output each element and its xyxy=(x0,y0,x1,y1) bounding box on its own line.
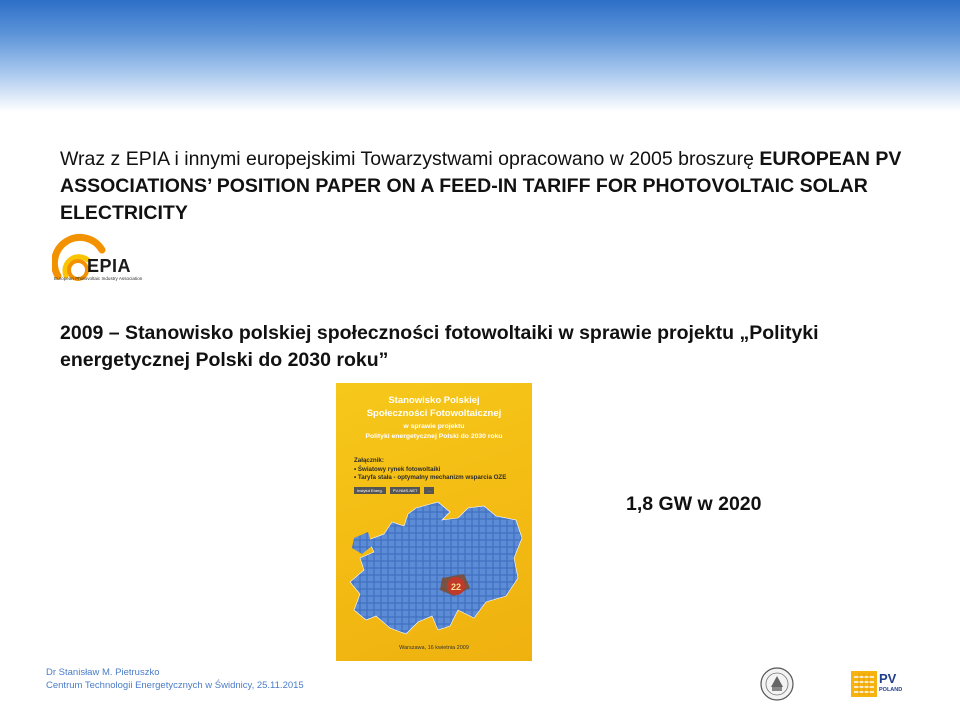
map-badge: 22 xyxy=(450,582,462,592)
cover-logos-row xyxy=(354,487,434,494)
cover-partner-logo: ... xyxy=(424,487,433,494)
cover-partner-logo: Instytut Energ. xyxy=(354,487,386,494)
footer-author: Dr Stanisław M. Pietruszko xyxy=(46,667,160,678)
header-gradient-band xyxy=(0,0,960,112)
brochure-title: EUROPEAN PV ASSOCIATIONS’ POSITION PAPER ON A FEED-IN TARIFF FOR PHOTOVOLTAIC SOLAR ELECTRICITY xyxy=(60,148,902,224)
cover-title-line2: Społeczności Fotowoltaicznej xyxy=(366,408,502,419)
cover-annex-heading: Załącznik: xyxy=(354,457,384,464)
capacity-target-text: 1,8 GW w 2020 xyxy=(626,493,762,515)
paragraph-epia-intro: Wraz z EPIA i innymi europejskimi Towarzystwami opracowano w 2005 broszurę xyxy=(60,148,760,170)
paragraph-2009-position: 2009 – Stanowisko polskiej społeczności fotowoltaiki w sprawie projektu „Polityki energetycznej Polski do 2030 roku” xyxy=(60,322,819,371)
university-seal-icon xyxy=(760,667,794,701)
cover-partner-logo: PV-NMS-NET xyxy=(390,487,421,494)
pv-wordmark: PV xyxy=(879,671,897,686)
cover-annex xyxy=(354,457,506,483)
epia-subtitle: European Photovoltaic Industry Association xyxy=(54,276,143,281)
cover-date: Warszawa, 16 kwietnia 2009 xyxy=(399,645,469,651)
footer-author-block xyxy=(46,666,304,692)
paragraph-epia-brochure xyxy=(60,146,920,227)
cover-subtitle-line2: Polityki energetycznej Polski do 2030 roku xyxy=(365,433,503,440)
cover-title-line1: Stanowisko Polskiej xyxy=(388,395,480,406)
cover-annex-item: • Taryfa stała - optymalny mechanizm wsparcia OZE xyxy=(354,474,507,481)
cover-annex-item: • Światowy rynek fotowoltaiki xyxy=(354,465,441,473)
cover-subtitle-line1: w sprawie projektu xyxy=(403,423,465,430)
epia-wordmark: EPIA xyxy=(87,256,132,276)
pv-wordmark-sub: POLAND xyxy=(879,687,903,693)
position-paper-cover xyxy=(336,383,532,661)
footer-institution: Centrum Technologii Energetycznych w Świdnicy, 25.11.2015 xyxy=(46,680,304,691)
europe-map-icon xyxy=(346,498,524,638)
